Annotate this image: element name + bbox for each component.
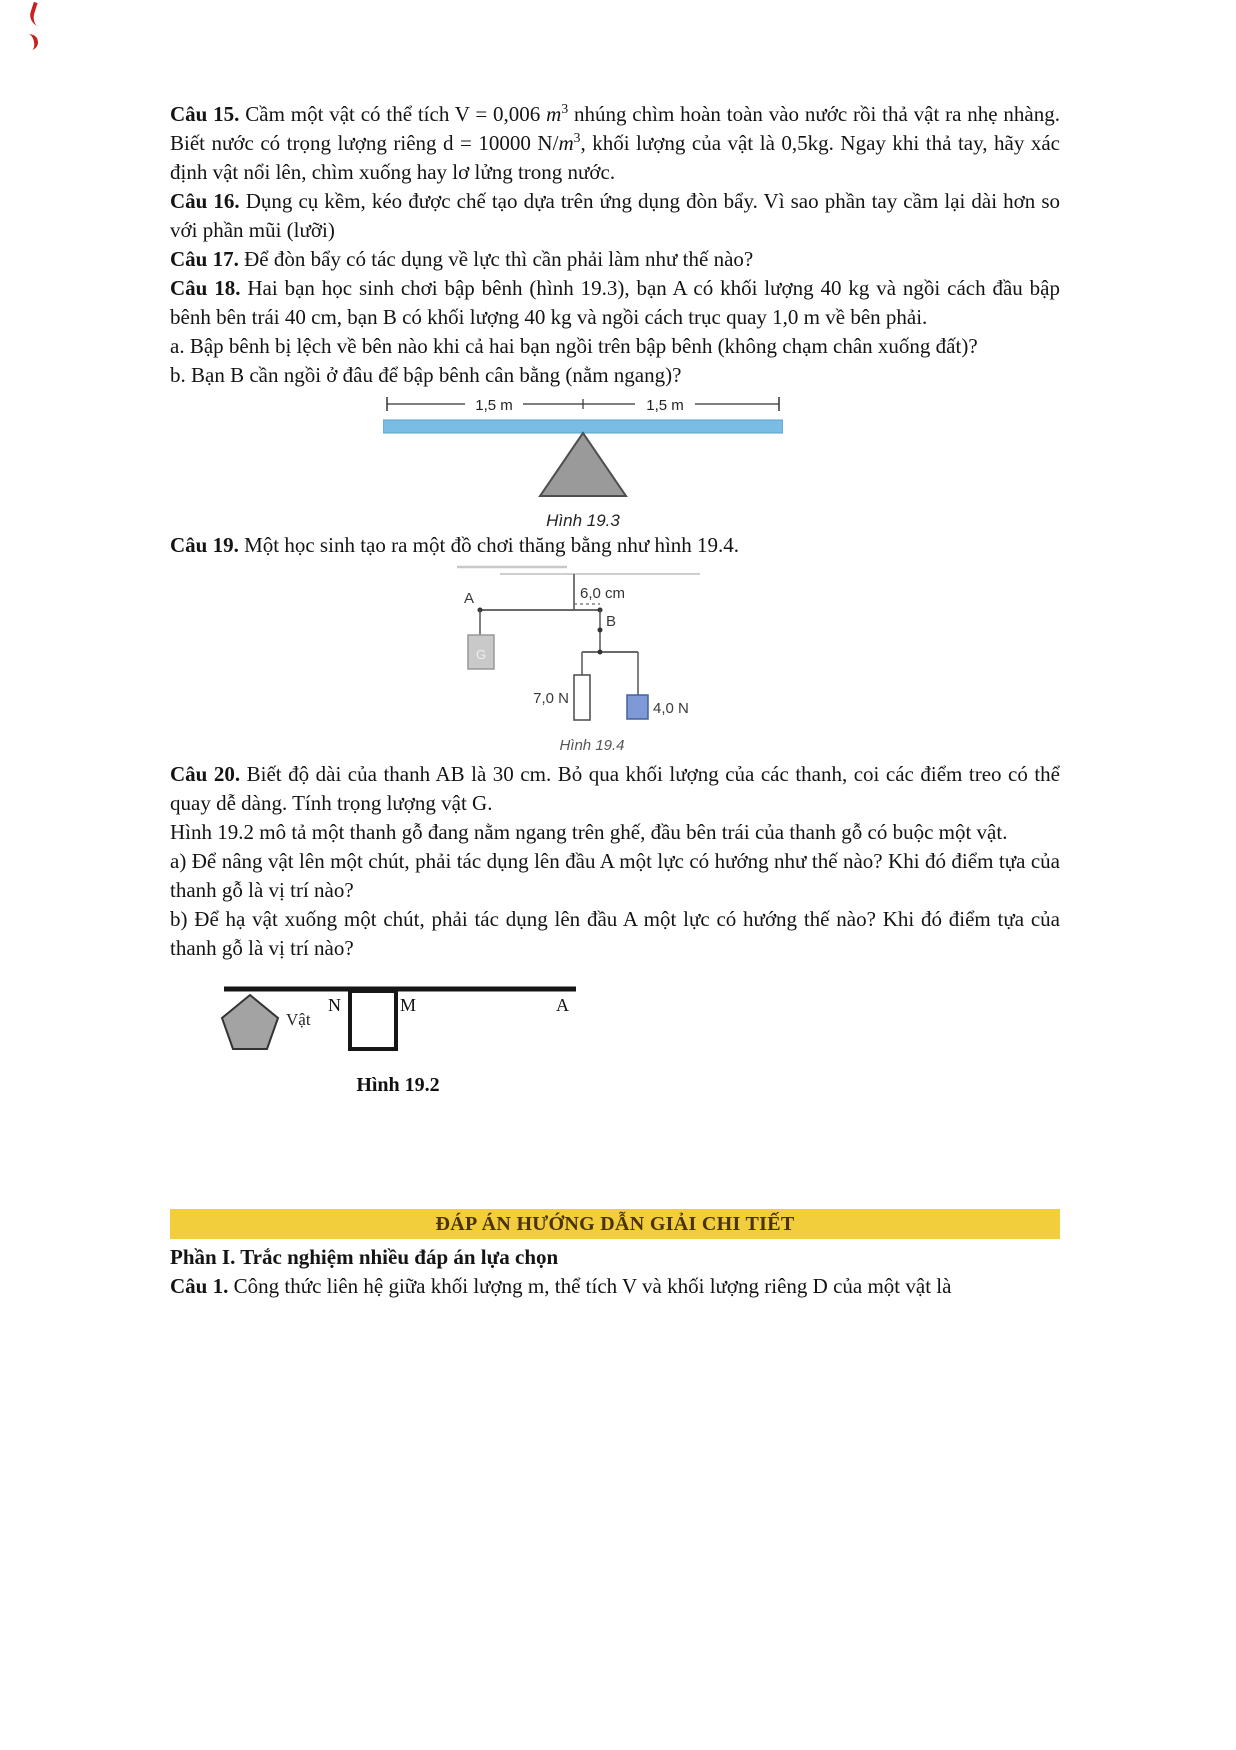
question-16 (170, 187, 1060, 245)
seesaw-diagram (383, 394, 783, 504)
question-20-intro-text: Hình 19.2 mô tả một thanh gỗ đang nằm ngang trên ghế, đầu bên trái của thanh gỗ có buộc một vật. (170, 820, 1008, 844)
question-20-text: Biết độ dài của thanh AB là 30 cm. Bỏ qua khối lượng của các thanh, coi các điểm treo có thể quay dễ dàng. Tính trọng lượng vật G. (170, 762, 1061, 815)
dimension-line (387, 397, 779, 411)
question-17 (170, 245, 1060, 274)
hanging-object (222, 995, 278, 1049)
label-g: G (475, 647, 487, 662)
fulcrum-triangle (540, 433, 626, 496)
answer-question-1 (170, 1272, 1060, 1301)
math-var-m: m (546, 102, 562, 126)
answer-question-1-label: Câu 1. (170, 1274, 229, 1298)
plank-stool-diagram (198, 973, 598, 1059)
stool (350, 991, 396, 1049)
math-var-m: m (558, 131, 574, 155)
question-20a (170, 847, 1060, 905)
question-16-label: Câu 16. (170, 189, 240, 213)
label-a: A (463, 590, 474, 607)
figure-plank-on-stool (198, 973, 598, 1097)
question-15-text: Cầm một vật có thể tích V = 0,006 (245, 102, 547, 126)
question-18a (170, 332, 1060, 361)
question-20b-text: b) Để hạ vật xuống một chút, phải tác dụng lên đầu A một lực có hướng thế nào? Khi đó điểm tựa của thanh gỗ là vị trí nào? (170, 907, 1060, 960)
dimension-label: 6,0 cm (580, 585, 626, 602)
label-n: N (328, 995, 341, 1015)
question-18-text: Hai bạn học sinh chơi bập bênh (hình 19.3), bạn A có khối lượng 40 kg và ngồi cách đầu bập bênh bên trái 40 cm, bạn B có khối lượng 40 kg và ngồi cách trục quay 1,0 m về bên phải. (170, 276, 1061, 329)
content-area (170, 0, 1060, 1301)
figure-balance-toy (442, 562, 742, 754)
part-1-heading: Phần I. Trắc nghiệm nhiều đáp án lựa chọn (170, 1245, 559, 1269)
figure-caption: Hình 19.4 (559, 737, 625, 754)
question-20-label: Câu 20. (170, 762, 241, 786)
question-18a-text: a. Bập bênh bị lệch về bên nào khi cả hai bạn ngồi trên bập bênh (không chạm chân xuống đất)? (170, 334, 978, 358)
question-15-text: nhúng chìm hoàn toàn vào nước rồi thả vật ra nhẹ nhàng. Biết nước có trọng lượng riêng d = 10000 N/ (170, 102, 1060, 155)
weight-7n-label: 7,0 N (533, 690, 569, 707)
question-15-label: Câu 15. (170, 102, 240, 126)
label-vat: Vật (286, 1010, 311, 1029)
joint-dot (598, 628, 603, 633)
question-20a-text: a) Để nâng vật lên một chút, phải tác dụng lên đầu A một lực có hướng như thế nào? Khi đó điểm tựa của thanh gỗ là vị trí nào? (170, 849, 1060, 902)
weight-7n (574, 675, 590, 720)
question-19-label: Câu 19. (170, 533, 239, 557)
figure-seesaw (383, 394, 783, 531)
question-16-text: Dụng cụ kềm, kéo được chế tạo dựa trên ứng dụng đòn bẩy. Vì sao phần tay cầm lại dài hơn so với phần mũi (lưỡi) (170, 189, 1060, 242)
question-18-label: Câu 18. (170, 276, 241, 300)
question-17-text: Để đòn bẩy có tác dụng về lực thì cần phải làm như thế nào? (244, 247, 754, 271)
label-b: B (606, 613, 617, 630)
question-19-text: Một học sinh tạo ra một đồ chơi thăng bằng như hình 19.4. (244, 533, 740, 557)
question-20 (170, 760, 1060, 818)
question-15 (170, 100, 1060, 187)
figure-caption: Hình 19.2 (356, 1074, 440, 1096)
joint-dot (598, 650, 603, 655)
figure-caption: Hình 19.3 (546, 511, 620, 530)
superscript: 3 (561, 101, 569, 116)
top-support-lines (457, 567, 700, 574)
question-17-label: Câu 17. (170, 247, 239, 271)
dimension-label-left: 1,5 m (475, 397, 513, 414)
question-20-intro (170, 818, 1060, 847)
pen-mark-icon (27, 2, 51, 28)
question-20b (170, 905, 1060, 963)
question-18b (170, 361, 1060, 390)
question-18 (170, 274, 1060, 332)
answer-key-banner: ĐÁP ÁN HƯỚNG DẪN GIẢI CHI TIẾT (170, 1209, 1060, 1239)
label-m: M (400, 995, 417, 1015)
seesaw-plank (383, 420, 783, 433)
question-19 (170, 531, 1060, 560)
question-15-text: , khối lượng của vật là 0,5kg. Ngay khi thả tay, hãy xác định vật nổi lên, chìm xuống hay lơ lửng trong nước. (170, 131, 1060, 184)
answer-question-1-text: Công thức liên hệ giữa khối lượng m, thể tích V và khối lượng riêng D của một vật là (233, 1274, 952, 1298)
balance-toy-diagram (442, 562, 742, 732)
weight-4n (627, 695, 648, 719)
superscript: 3 (573, 130, 581, 145)
question-18b-text: b. Bạn B cần ngồi ở đâu để bập bênh cân bằng (nằm ngang)? (170, 363, 682, 387)
label-a: A (556, 995, 569, 1015)
pen-mark-icon (22, 33, 39, 52)
dimension-label-right: 1,5 m (646, 397, 684, 414)
weight-4n-label: 4,0 N (653, 700, 689, 717)
